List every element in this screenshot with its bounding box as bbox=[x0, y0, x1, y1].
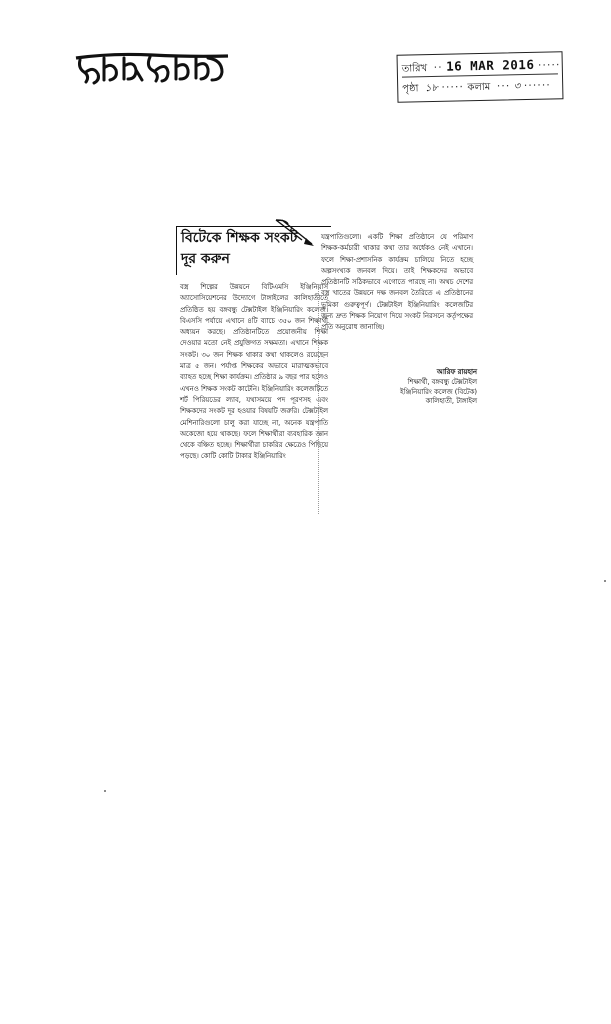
author-affiliation-1: শিক্ষার্থী, বঙ্গবন্ধু টেক্সটাইল bbox=[407, 377, 477, 386]
headline-line-1: বিটেকে শিক্ষক সংকট bbox=[181, 230, 298, 246]
stamp-page-row: পৃষ্ঠা ১৮ ····· কলাম ··· ৩ ······ bbox=[402, 78, 551, 95]
pen-mark-icon bbox=[272, 218, 316, 248]
author-affiliation-3: কালিহাতী, টাঙ্গাইল bbox=[425, 397, 477, 406]
column-divider bbox=[318, 288, 319, 514]
samakal-logo bbox=[72, 46, 232, 88]
stamp-column-value: ৩ bbox=[513, 81, 521, 93]
stamp-page-label: পৃষ্ঠা bbox=[402, 83, 419, 95]
scan-speck bbox=[104, 790, 106, 792]
stamp-date-label: তারিখ bbox=[401, 63, 428, 75]
article-body-left: বস্ত্র শিল্পের উন্নয়নে বিটিএমসি ইঞ্জিনিয়ার্স অ্যাসোসিয়েশনের উদ্যোগে টাঙ্গাইলের কালিহাতীতে প্রতিষ্ঠিত হয় বঙ্গবন্ধু টেক্সটাইল ইঞ্জিনিয়ারিং কলেজ। বিএসসি পর্যায়ে এখানে ৪টি ব্যাচে ৩৫০ জন শিক্ষার্থী অধ্যয়ন করছে। প্রতিষ্ঠানটিতে প্রয়োজনীয় শিক্ষা দেওয়ার মতো নেই প্রযুক্তিগত সক্ষমতা। এখানে শিক্ষক সংকট। ৩০ জন শিক্ষক থাকার কথা থাকলেও রয়েছেন মাত্র ৫ জন। পর্যাপ্ত শিক্ষকের অভাবে মারাত্মকভাবে ব্যাহত হচ্ছে শিক্ষা কার্যক্রম। প্রতিষ্ঠার ৯ বছর পার হলেও এখনও শিক্ষক সংকট কাটেনি। ইঞ্জিনিয়ারিং কলেজটিতে শর্ট পিরিয়ডের ল্যাব, যথাসময়ে পদ পূরণসহ এবং শিক্ষকদের সংকট দূর হওয়ার বিষয়টি জরুরি। টেক্সটাইল মেশিনারিগুলো চালু করা যাচ্ছে না, অনেক যন্ত্রপাতি অকেজো হয়ে থাকছে। ফলে শিক্ষার্থীরা ব্যবহারিক জ্ঞান থেকে বঞ্চিত হচ্ছে। শিক্ষার্থীরা চাকরির ক্ষেত্রেও পিছিয়ে পড়ছে। কোটি কোটি টাকার ইঞ্জিনিয়ারিং bbox=[180, 283, 328, 461]
clipping-stamp bbox=[397, 51, 564, 102]
author-name: আরিফ রায়হান bbox=[436, 368, 477, 376]
article-body-right: যন্ত্রপাতিগুলো। একটি শিক্ষা প্রতিষ্ঠানে যে পরিমাণ শিক্ষক-কর্মচারী থাকার কথা তার অর্ধেকও নেই এখানে। ফলে শিক্ষা-প্রশাসনিক কার্যক্রম চালিয়ে নিতে হচ্ছে অল্পসংখ্যক জনবল দিয়ে। তাই শিক্ষকদের অভাবে প্রতিষ্ঠানটি সঠিকভাবে এগোতে পারছে না। অথচ দেশের বস্ত্র খাতের উন্নয়নে দক্ষ জনবল তৈরিতে এ প্রতিষ্ঠানের ভূমিকা গুরুত্বপূর্ণ। টেক্সটাইল ইঞ্জিনিয়ারিং কলেজটির জন্য দ্রুত শিক্ষক নিয়োগ দিয়ে সংকট নিরসনে কর্তৃপক্ষের প্রতি অনুরোধ জানাচ্ছি। bbox=[321, 233, 473, 332]
newspaper-logo bbox=[72, 46, 232, 88]
author-affiliation-2: ইঞ্জিনিয়ারিং কলেজ (বিটেক) bbox=[399, 387, 477, 396]
stamp-date-row: তারিখ ·· 16 MAR 2016 ····· bbox=[402, 54, 558, 77]
scan-speck bbox=[604, 580, 606, 582]
headline-line-2: দূর করুন bbox=[181, 251, 230, 267]
stamp-column-label: কলাম bbox=[467, 81, 491, 94]
author-signature bbox=[349, 368, 477, 407]
news-clipping bbox=[166, 218, 479, 520]
article-column-left bbox=[180, 282, 328, 518]
stamp-date-value: 16 MAR 2016 bbox=[445, 56, 535, 74]
stamp-page-value: ১৮ bbox=[424, 82, 439, 95]
